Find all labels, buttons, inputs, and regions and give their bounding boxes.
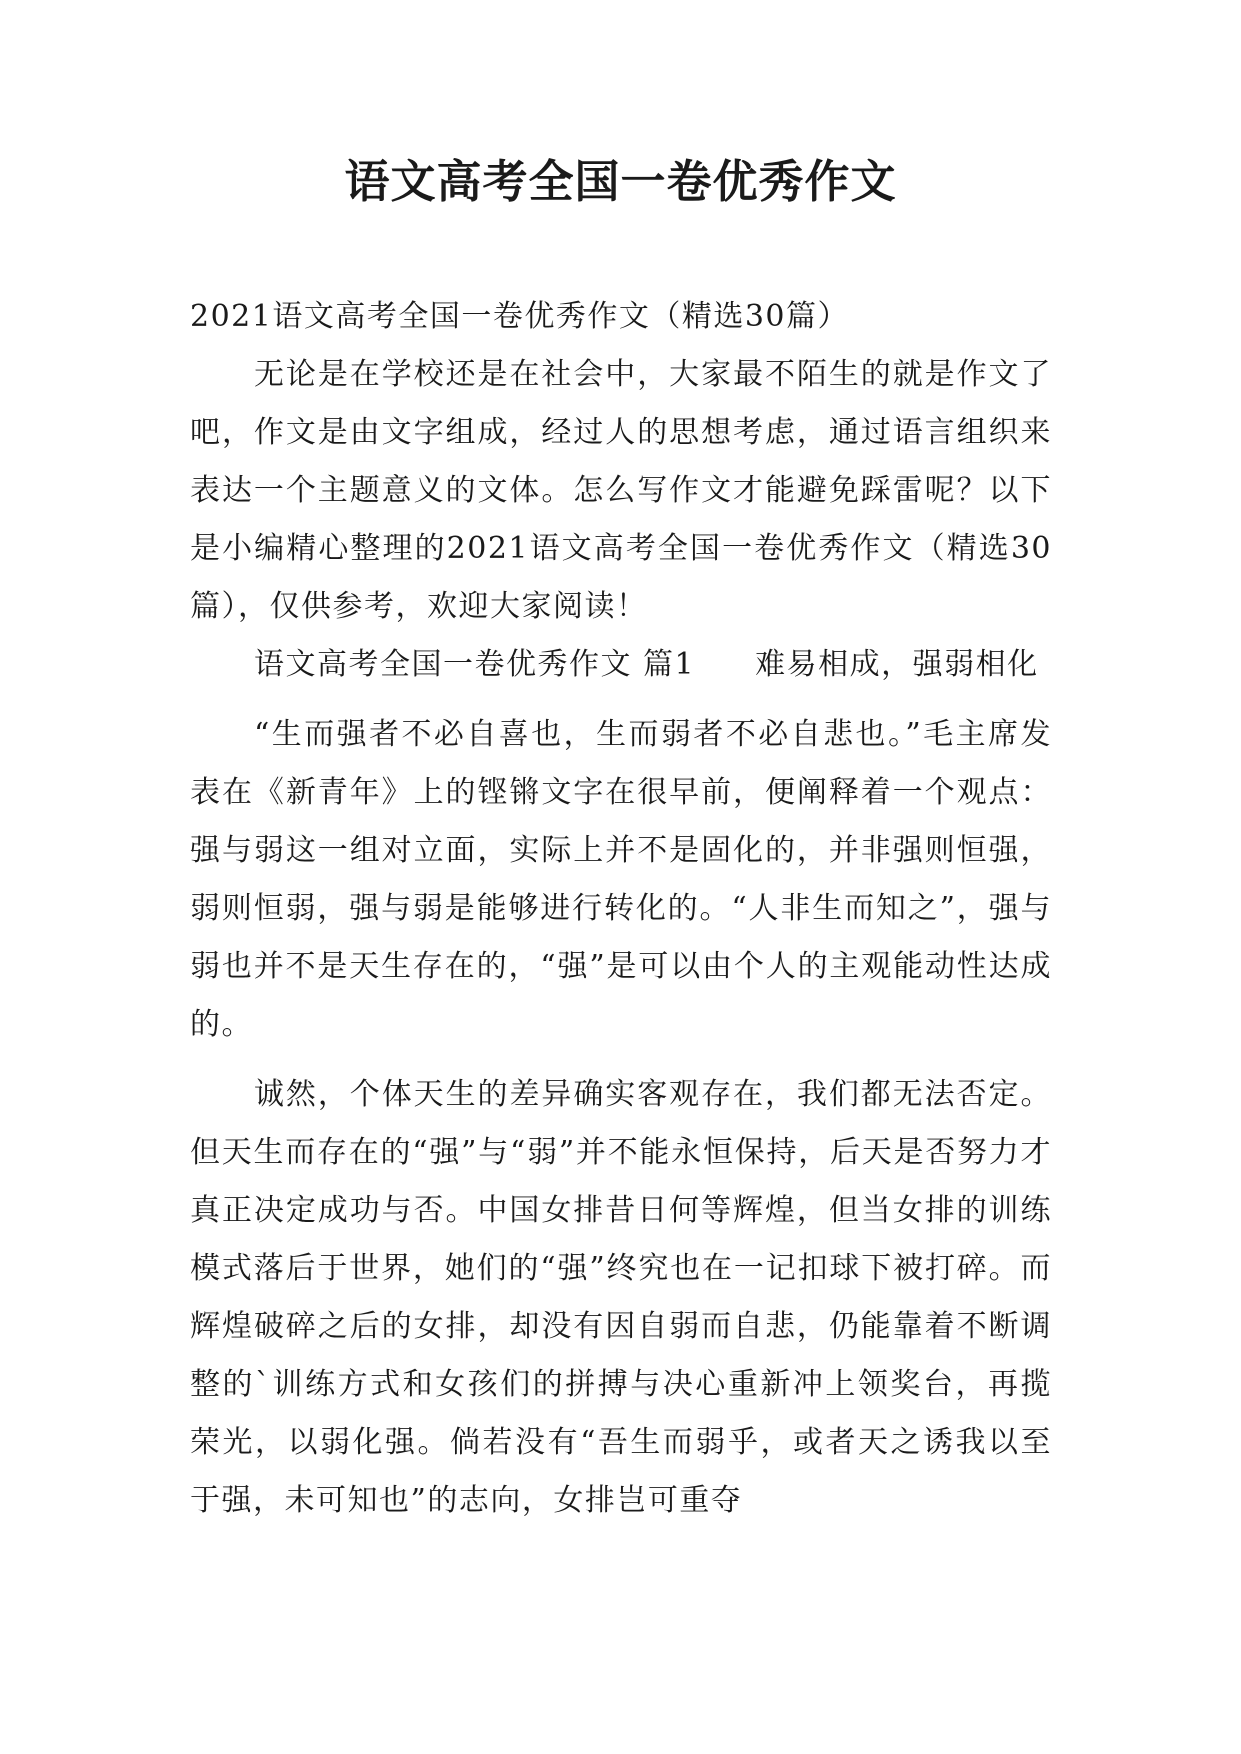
document-body (190, 288, 1052, 1530)
document-subtitle: 2021语文高考全国一卷优秀作文（精选30篇） (190, 299, 850, 334)
section-heading (190, 636, 1052, 694)
document-title: 语文高考全国一卷优秀作文 (344, 155, 897, 208)
intro-paragraph: 无论是在学校还是在社会中，大家最不陌生的就是作文了吧，作文是由文字组成，经过人的思想考虑，通过语言组织来表达一个主题意义的文体。怎么写作文才能避免踩雷呢？以下是小编精心整理的2021语文高考全国一卷优秀作文（精选30篇），仅供参考，欢迎大家阅读！ (190, 357, 1052, 624)
section-title: 难易相成，强弱相化 (755, 647, 1039, 682)
body-paragraph-1: “生而强者不必自喜也，生而弱者不必自悲也。”毛主席发表在《新青年》上的铿锵文字在很早前，便阐释着一个观点：强与弱这一组对立面，实际上并不是固化的，并非强则恒强，弱则恒弱，强与弱是能够进行转化的。“人非生而知之”，强与弱也并不是天生存在的，“强”是可以由个人的主观能动性达成的。 (190, 717, 1052, 1042)
body-paragraph-2: 诚然，个体天生的差异确实客观存在，我们都无法否定。但天生而存在的“强”与“弱”并不能永恒保持，后天是否努力才真正决定成功与否。中国女排昔日何等辉煌，但当女排的训练模式落后于世界，她们的“强”终究也在一记扣球下被打碎。而辉煌破碎之后的女排，却没有因自弱而自悲，仍能靠着不断调整的`训练方式和女孩们的拼搏与决心重新冲上领奖台，再揽荣光，以弱化强。倘若没有“吾生而弱乎，或者天之诱我以至于强，未可知也”的志向，女排岂可重夺 (190, 1077, 1052, 1518)
section-label: 语文高考全国一卷优秀作文 篇1 (254, 647, 696, 682)
